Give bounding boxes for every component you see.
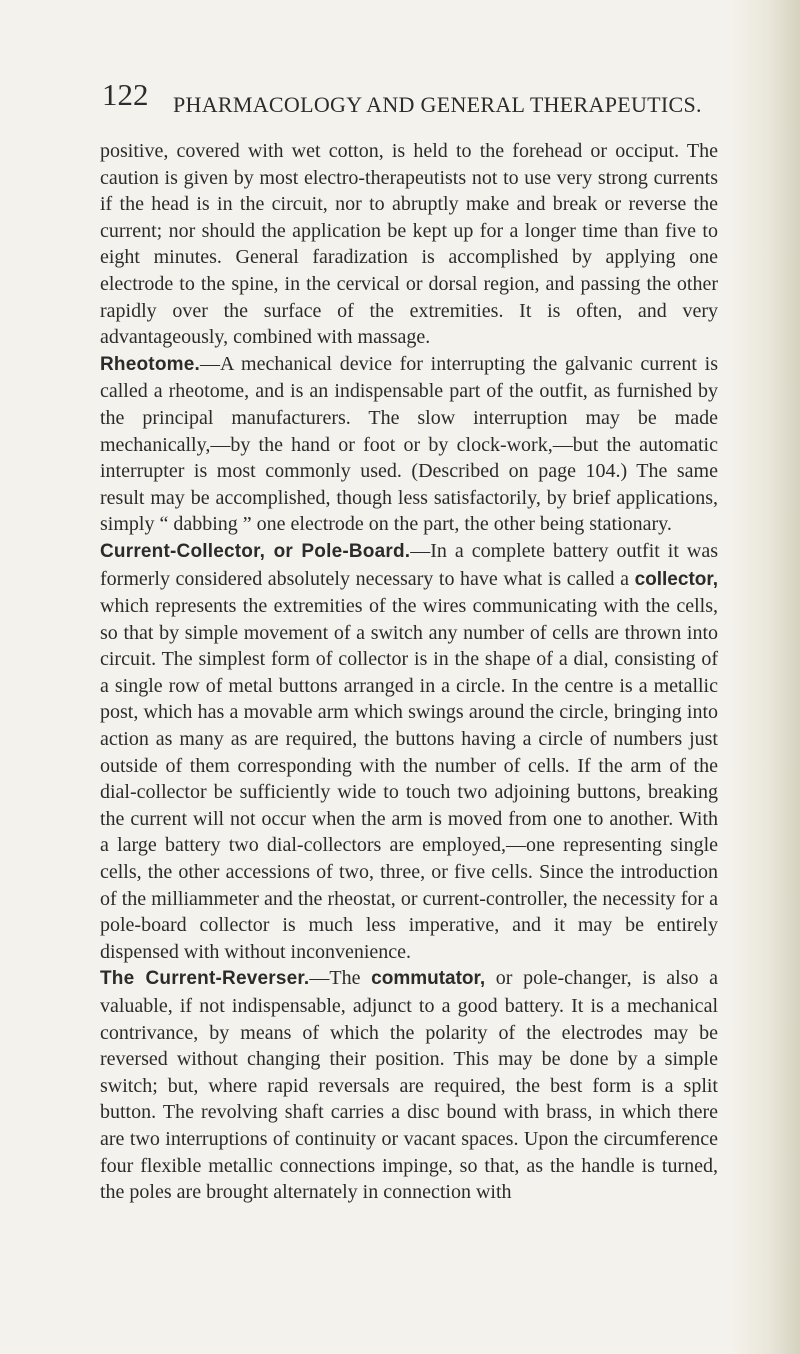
paragraph-1 (100, 138, 718, 351)
heading-current-reverser: The Current-Reverser. (100, 968, 310, 990)
paragraph-current-collector-text-b: which represents the extremities of the wires communicating with the cells, so that by simple movement of a switch any number of cells are thrown into circuit. The simplest form of collector is in the shape of a dial, consisting of a single row of metal buttons arranged in a circle. In the centre is a metallic post, which has a movable arm which swings around the circle, bringing into action as many as are required, the buttons having a circle of numbers just outside of them corresponding with the number of cells. If the arm of the dial-collector be sufficiently wide to touch two adjoining buttons, breaking the current will not occur when the arm is moved from one to another. With a large battery two dial-collectors are employed,—one representing single cells, the other accessions of two, three, or five cells. Since the introduction of the milliammeter and the rheostat, or current-controller, the necessity for a pole-board collector is much less imperative, and it may be entirely dispensed with without inconvenience. (100, 595, 718, 963)
paragraph-current-reverser (100, 965, 718, 1205)
term-collector: collector, (634, 568, 718, 590)
heading-rheotome: Rheotome. (100, 353, 200, 375)
paragraph-1-text: positive, covered with wet cotton, is held to the forehead or occiput. The caution is given by most electro-therapeutists not to use very strong currents if the head is in the circuit, nor to abruptly make and break or reverse the current; nor should the application be kept up for a longer time than five to eight minutes. General faradization is accomplished by applying one electrode to the spine, in the cervical or dorsal region, and passing the other rapidly over the surface of the extremities. It is often, and very advantageously, combined with massage. (100, 140, 718, 349)
paragraph-current-reverser-text-b: or pole-changer, is also a valuable, if not indispensable, adjunct to a good battery. It is a mechanical contrivance, by means of which the polarity of the electrodes may be reversed without changing their position. This may be done by a simple switch; but, where rapid reversals are required, the best form is a split button. The revolving shaft carries a disc bound with brass, in which there are two interruptions of continuity or vacant spaces. Upon the circumference four flexible metallic connections impinge, so that, as the handle is turned, the poles are brought alternately in connection with (100, 967, 718, 1204)
term-commutator: commutator, (371, 968, 486, 990)
paragraph-current-collector-text-a: —In a complete battery outfit it was formerly considered absolutely necessary to have what is called a (100, 539, 718, 590)
paragraph-rheotome-text: —A mechanical device for interrupting the galvanic current is called a rheotome, and is an indispensable part of the outfit, as furnished by the principal manufacturers. The slow interruption may be made mechanically,—by the hand or foot or by clock-work,—but the automatic interrupter is most commonly used. (Described on page 104.) The same result may be accomplished, though less satisfactorily, by brief applications, simply “ dabbing ” one electrode on the part, the other being stationary. (100, 352, 718, 536)
paragraph-rheotome (100, 351, 718, 538)
heading-current-collector: Current-Collector, or Pole-Board. (100, 540, 411, 562)
paragraph-current-collector (100, 538, 718, 966)
body-text (100, 138, 718, 1206)
running-title: PHARMACOLOGY AND GENERAL THERAPEUTICS. (173, 92, 702, 117)
page-edge-shadow (730, 0, 800, 1354)
paragraph-current-reverser-text-a: —The (309, 967, 372, 990)
page-number: 122 (102, 77, 149, 112)
